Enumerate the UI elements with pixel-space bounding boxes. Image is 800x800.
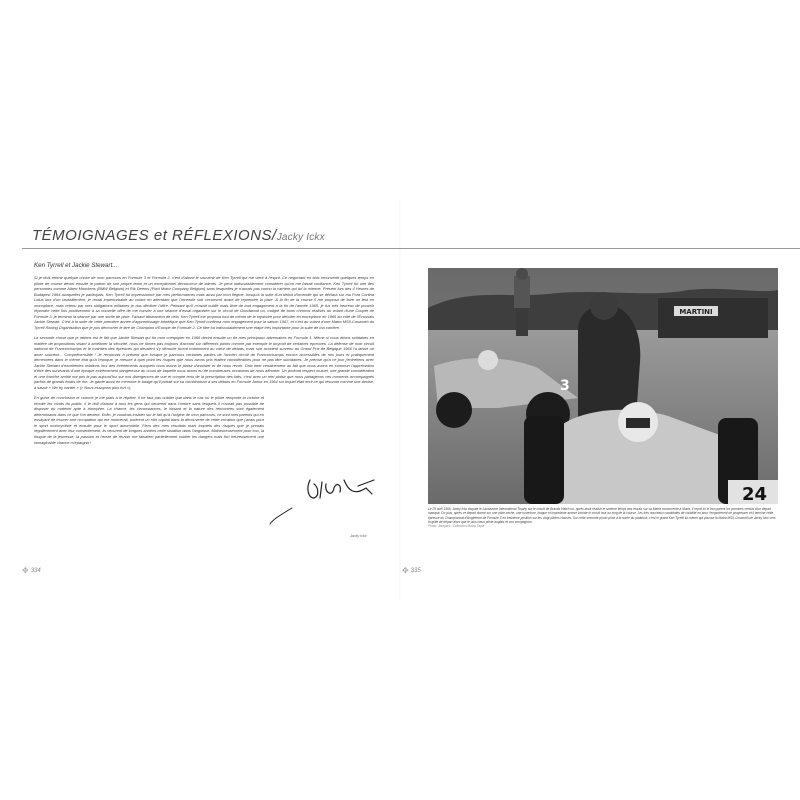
photo-credit: Photo: Jacques / Collection Matra-Tapie xyxy=(428,524,485,529)
section-title-text: TÉMOIGNAGES et RÉFLEXIONS/ xyxy=(32,227,277,244)
photo-caption xyxy=(428,507,778,528)
section-title xyxy=(32,227,792,244)
car-number-left: 3 xyxy=(560,378,570,394)
race-photo xyxy=(428,268,778,504)
page-number-left xyxy=(22,566,41,575)
martini-sign: MARTINI xyxy=(679,308,713,316)
paragraph: En guise de conclusion et comme je me plais à le répéter, il ne faut pas oublier que dans le cas où le pilote remporte la victoire et récolte les vivats du public, il le doit d'abord à tous les gens qui oeuvrent dans l'ombre sans lesquels il n'aurait pas possible de disposer du matériel apte à triompher. La chance, les circonstances, le hasard et la nature des rencontres sont également déterminants dans ce que l'on devient. Enfin, je voudrais insister sur le fait qu'à l'origine de mon parcours, ce sont mes parents qui en essayant de trouver une occupation qui me motiverait, jouèrent un rôle capital dans la découverte de cette vocation que j'avais pour le sport motocycliste et ensuite pour le sport automobile. Fiers des mes résultats mais inquiets des risques que je prenais régulièrement avec leur consentement, ils vécurent de longues années cette situation dans l'angoisse. Malheureusement pour eux, la fougue de la jeunesse, la passion et l'envie de réussir me faisaient partiellement oublier les dangers mais fort heureusement une inimaginable chance m'épargna ! xyxy=(34,395,264,445)
section-subtitle: Jacky Ickx xyxy=(276,232,325,243)
page-number-left-text: 334 xyxy=(30,567,41,574)
photo-caption-text: Le 29 avril 1966, Jacky Ickx dispute le Lavazzone International Trophy sur le circuit de Brands Hatch où, après avoir réalisé le sixième temps des essais sur sa Matra concurrente à Mario, il reçoit ici le bon parent les premiers verdus d'un départ manqué. Du plus, après ce départ donné sur une piste sèche, une ouverture, longue et importante averse inonde le circuit tout au long de la course. Les très nouveaux candidatés de visibilité ne pour l'emportèrent de progresser et il termine cette épreuve du Championnat d'Angleterre de Formule 3 en treizième position sur les vingt pilotes classés. Sur cette seconde photo prise à la sortie du paddock, c'est le grand Ken Tyrrell lui-même qui pousse la Matra MS5-Cosworth de Jacky Ickx vers la grille de départ alors que le plus vieux pilote anglais et son compagnon. xyxy=(428,507,776,524)
book-gutter xyxy=(399,200,401,600)
paragraph: Si je dois retenir quelque chose de mon parcours en Formule 3 et Formule 2, c'est d'abord le souvenir de Ken Tyrrell qui me vient à l'esprit. Ce négociant en bois reconvertit quelques temps en pilote de course devint ensuite le patron de son propre team et un exceptionnel découvreur de talents. Je peux indiscutablement considérer qu'on me faisait confiance, Ken Tyrrell fut une des personnes comme Albert Moorkens (BMW Belgium) et Rik Deems (Ford Motor Company Belgium) sans lesquelles je n'aurais pas connu la carrière qui fut la mienne. Présent lors des 4 Heures de Budapest 1964 auxquelles je participais, Ken Tyrrell fut impressionné par mes performances mais aussi par mon flegme, lorsqu'à la suite d'un début d'incendie qui se déclara sur ma Ford Cortina Lotus lors d'un ravitaillement, je restai imperturbable au volant en attendant que l'incendie soit circonscrit avant de reprendre la piste. À la fin de la course il me proposa de faire un test en monoplace, mais retenu par mes obligations militaires je dus décliner l'offre. Pensant qu'il m'avait oublié mais libre de tout engagement à la fin de l'année 1965, je fus très heureux de pouvoir répondre cette fois positivement à sa nouvelle offre de me convier à une séance d'essai organisée sur le circuit de Goodwood où, malgré de bons chronos réalisés au volant d'une Cooper de Formule 3, je terminai la séance par une sortie de piste. Faisant abstraction de cela, Ken Tyrrell me proposa tout de même de le rejoindre pour débuter en monoplace en 1966 au côté de l'Écossais Jackie Stewart. C'est à la suite de cette première année d'apprentissage bénéfique que Ken Tyrrell confirma mon engagement pour la saison 1967, et c'est au volant d'une Matra MS5-Cosworth du Tyrrell Racing Organisation que je pus décrocher le titre de Champion d'Europe de Formule 2. Ce titre fut indiscutablement une étape très importante pour la suite de ma carrière. xyxy=(34,275,374,330)
text-column xyxy=(34,262,374,450)
header-rule xyxy=(22,248,800,249)
page-number-right-text: 335 xyxy=(410,567,421,574)
race-photo-illustration xyxy=(428,268,778,504)
page-ornament-icon: ✥ xyxy=(402,566,409,575)
section-header xyxy=(32,227,792,244)
intro-heading: Ken Tyrrell et Jackie Stewart... xyxy=(34,262,118,269)
car-number-front: 24 xyxy=(742,484,768,504)
handwritten-signature xyxy=(262,468,382,528)
signature-caption: Jacky Ickx xyxy=(350,534,367,538)
page-number-right xyxy=(402,566,421,575)
page-ornament-icon: ✥ xyxy=(22,566,29,575)
paragraph: La seconde chose que je retiens est le fait que Jackie Stewart qui fut mon coéquipier en 1966 devint ensuite un de mes principaux adversaires en Formule 1. Même si nous étions solidaires en matière de propositions visant à améliorer la sécurité, nous ne fûmes pas toujours d'accord sur différents points comme par exemple le boycott de certaines épreuves. La défense de mon circuit national de Francorchamps et le maintien des épreuves qui devaient s'y dérouler furent notamment au cœur de débats, mais son accident survenu au Grand Prix de Belgique 1966 l'a laissé un amer souvenir... Compréhensible ! Je reconnais à présent que lorsque je parcours certaines parties de l'ancien circuit de Francorchamps encore accessibles de nos jours et pratiquement demeurées dans le même état qu'à l'époque, je mesure à quel point les risques que nous avons pris étaient considérables pour ne pas dire suicidaires. Je précise qu'à ce jour j'entretiens avec Jackie Stewart d'excellentes relations lors des événements auxquels nous avons le plaisir d'assister et de nous revoir. Cela tient certainement au fait que nous avons en commun l'appréciation d'être des survivants d'une époque extrêmement dangereuse au cours de laquelle nous avons eu de nombreuses occasions de nous affronter. Un profond respect mutuel, une grande considération et une franche amitié ont pris le pas aujourd'hui sur nos divergences de vue et compte tenu de la prescription des faits, c'est avec un réel plaisir que nous partageons ces moments accompagnés parfois de grands éclats de rire. Je garde aussi en mémoire le badge qu'il portait sur sa combinaison à ses débuts en Formule Junior en 1964 sur lequel était écrit ce qui résonne comme une devise, à savoir « We try harder » (« Nous essayons plus fort »). xyxy=(34,335,374,390)
